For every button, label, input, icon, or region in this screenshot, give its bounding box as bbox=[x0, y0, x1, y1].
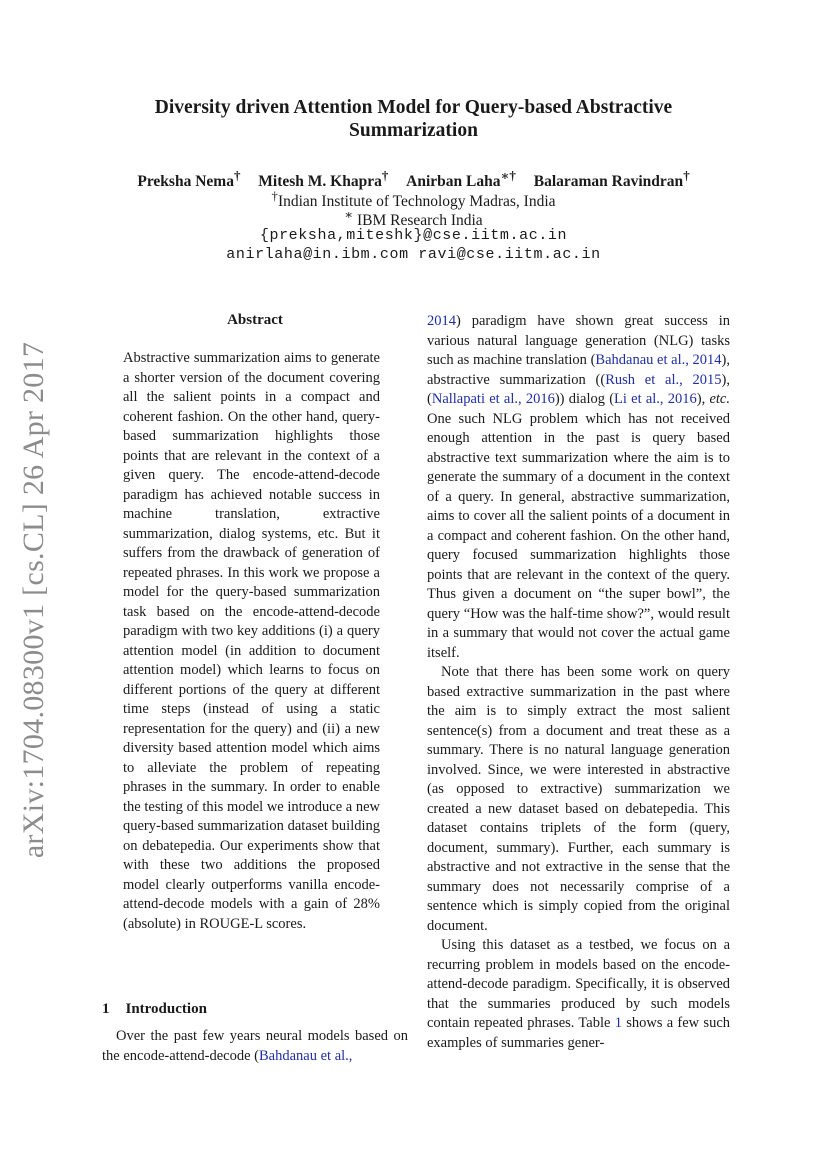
title-line-2: Summarization bbox=[349, 120, 478, 141]
paragraph-text: ), abstractive summarization (( bbox=[427, 352, 730, 388]
paragraph bbox=[427, 312, 730, 663]
author-name: Mitesh M. Khapra bbox=[258, 173, 382, 191]
paragraph: Note that there has been some work on query based extractive summarization in the past where the aim is to simply extract the most salient sentence(s) from a document and treat these as a summary. There is no natural language generation involved. Since, we were interested in abstractive (as opposed to extractive) summarization we created a new dataset based on debatepedia. This dataset contains triplets of the form (query, document, summary). Further, each summary is abstractive and not extractive in the sense that the summary does not necessarily comprise of a sentence which is simply copied from the original document. bbox=[427, 664, 730, 934]
intro-left-column bbox=[102, 1027, 408, 1066]
citation-link[interactable]: Bahdanau et al., bbox=[259, 1047, 353, 1064]
citation-link[interactable]: Rush et al., 2015 bbox=[605, 371, 722, 388]
author-mark: ∗† bbox=[500, 168, 516, 183]
author-name: Preksha Nema bbox=[137, 173, 234, 191]
affiliation-mark: † bbox=[271, 188, 278, 203]
paragraph-text: ), bbox=[696, 391, 710, 407]
paragraph-text: ),( bbox=[427, 371, 730, 407]
citation-link[interactable]: Bahdanau et al., 2014 bbox=[595, 352, 722, 368]
author-mark: † bbox=[683, 168, 690, 183]
right-column bbox=[427, 312, 730, 1053]
paragraph-text: shows a few such examples of summaries gener- bbox=[427, 1015, 730, 1051]
author-mark: † bbox=[233, 168, 241, 183]
affiliation-text: IBM Research India bbox=[353, 212, 483, 230]
arxiv-stamp-text: arXiv:1704.08300v1 [cs.CL] 26 Apr 2017 bbox=[17, 341, 50, 859]
email-line-2: anirlaha@in.ibm.com ravi@cse.iitm.ac.in bbox=[226, 246, 601, 263]
title-line-1: Diversity driven Attention Model for Query-based Abstractive bbox=[154, 97, 673, 118]
paragraph-text: Using this dataset as a testbed, we focus on a recurring problem in models based on the encode-attend-decode paradigm. Specifically, it is observed that the summaries produced by such models contain repeated phrases. Table bbox=[427, 937, 730, 1031]
intro-paragraph bbox=[102, 1027, 408, 1066]
section-heading bbox=[102, 1001, 207, 1018]
author-name: Anirban Laha bbox=[406, 173, 501, 191]
paragraph bbox=[427, 936, 730, 1053]
abstract-body: Abstractive summarization aims to generate a shorter version of the document covering all the salient points in a compact and coherent fashion. On the other hand, query-based summarization highlights those points that are relevant in the context of a given query. The encode-attend-decode paradigm has achieved notable success in machine translation, extractive summarization, dialog systems, etc. But it suffers from the drawback of generation of repeated phrases. In this work we propose a model for the query-based summarization task based on the encode-attend-decode paradigm with two key additions (i) a query attention model (in addition to document attention model) which learns to focus on different portions of the query at different time steps (instead of using a static representation for the query) and (ii) a new diversity based attention model which aims to alleviate the problem of repeating phrases in the summary. In order to enable the testing of this model we introduce a new query-based summarization dataset building on debatepedia. Our experiments show that with these two additions the proposed model clearly outperforms vanilla encode-attend-decode models with a gain of 28% (absolute) in ROUGE-L scores. bbox=[123, 350, 380, 932]
paragraph-text: One such NLG problem which has not received enough attention in the past is query based abstractive text summarization where the aim is to generate the summary of a document in the context of a query. In general, abstractive summarization, aims to cover all the salient points of a document in a compact and coherent fashion. On the other hand, query focused summarization highlights those points that are relevant in the context of the query. Thus given a document on “the super bowl”, the query “How was the half-time show?”, would result in a summary that would not cover the actual game itself. bbox=[427, 410, 730, 661]
arxiv-stamp bbox=[4, 341, 64, 859]
email-line-1: {preksha,miteshk}@cse.iitm.ac.in bbox=[259, 227, 568, 244]
citation-link[interactable]: 2014 bbox=[427, 313, 456, 329]
abstract-heading: Abstract bbox=[227, 312, 283, 328]
affiliation-text: Indian Institute of Technology Madras, India bbox=[277, 193, 556, 211]
paragraph-text: )) dialog ( bbox=[554, 391, 615, 407]
paper-title bbox=[0, 96, 827, 142]
citation-link[interactable]: Nallapati et al., 2016 bbox=[431, 391, 555, 407]
affiliation-mark: ∗ bbox=[344, 207, 354, 222]
paragraph-text: Over the past few years neural models based on the encode-attend-decode ( bbox=[102, 1028, 408, 1064]
paragraph-text-italic: etc. bbox=[709, 391, 730, 407]
author-mark: † bbox=[381, 168, 389, 183]
section-title: Introduction bbox=[125, 1001, 207, 1017]
paragraph-text: ) paradigm have shown great success in various natural language generation (NLG) tasks such as machine translation ( bbox=[427, 313, 730, 368]
author-name: Balaraman Ravindran bbox=[533, 173, 684, 191]
table-reference-link[interactable]: 1 bbox=[614, 1015, 622, 1031]
section-number: 1 bbox=[102, 1001, 110, 1017]
citation-link[interactable]: Li et al., 2016 bbox=[614, 391, 697, 407]
